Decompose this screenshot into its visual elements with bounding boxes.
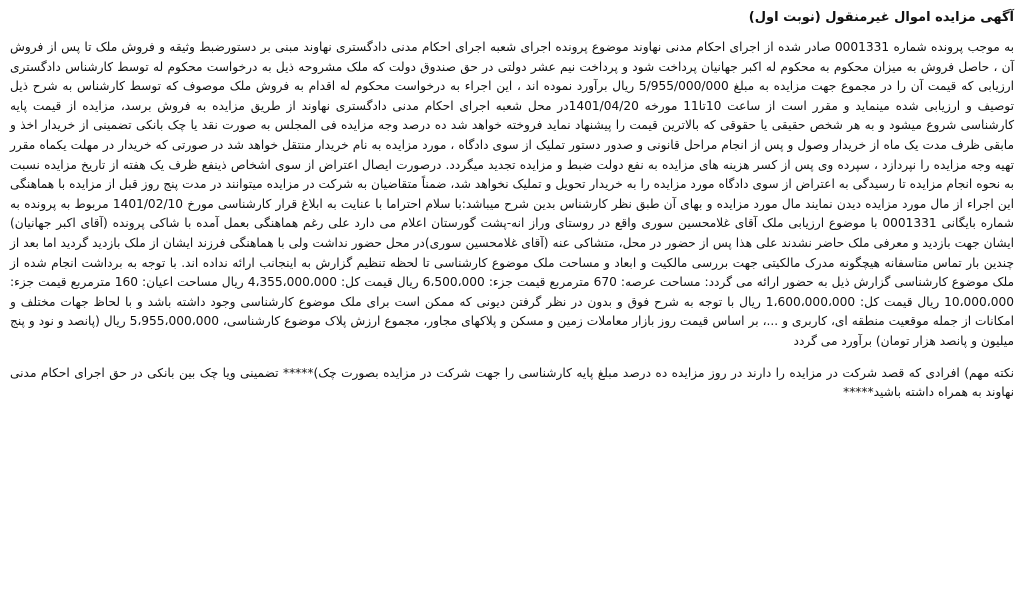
notice-important-note: نکته مهم) افرادی که قصد شرکت در مزایده را دارند در روز مزایده ده درصد مبلغ پایه کارشناسی را جهت شرکت در مزایده بصورت چک)***** تضمینی ویا چک بین بانکی در حق اجرای احکام مدنی نهاوند به همراه داشته باشید***** [10,365,1014,400]
notice-body: به موجب پرونده شماره 0001331 صادر شده از اجرای احکام مدنی نهاوند موضوع پرونده اجرای شعبه اجرای احکام مدنی دادگستری نهاوند مبنی بر دستورضبط وثیقه و فروش ملک تا پس از فروش آن ، حاصل فروش به میزان محکوم به محکوم له اکبر جهانیان پرداخت شود و پرداخت نیم عشر دولتی در حق صندوق دولت که ملک مشروحه ذیل به درخواست محکوم له توسط کارشناس دادگستری ارزیابی که قیمت آن را در مجموع جهت مزایده به مبلغ 5/955/000/000 ریال برآورد نموده اند ، این اجراء به درخواست محکوم له اقدام به فروش ملک موصوف که توسط کارشناس به شرح ذیل توصیف و ارزیابی شده مینماید و مقرر است از ساعت 10تا11 مورخه 1401/04/20در محل شعبه اجرای احکام مدنی دادگستری نهاوند از طریق مزایده به فروش برسد، مزایده از قیمت پایه کارشناسی شروع میشود و به هر شخص حقیقی یا حقوقی که بالاترین قیمت را پیشنهاد نماید فروخته خواهد شد ده درصد وجه مزایده فی المجلس به صورت نقد یا چک بانکی تضمینی از خریدار اخذ و مابقی ظرف مدت یک ماه از خریدار وصول و پس از انجام مراحل قانونی و صدور دستور تملیک از سوی دادگاه ، مورد مزایده به نام خریدار منتقل خواهد شد در صورتی که خریدار در مهلت یکماه مقرر تهیه وجه مزایده را نپردازد ، سپرده وی پس از کسر هزینه های مزایده به نفع دولت ضبط و مزایده تجدید میگردد. درصورت ایصال اعتراض از سوی اشخاص ذینفع ظرف یک هفته از تاریخ مزایده نسبت به نحوه انجام مزایده تا رسیدگی به اعتراض از سوی دادگاه مورد مزایده را به خریدار تحویل و تملیک نخواهد شد، ضمناً متقاضیان به شرکت در مزایده میتوانند در مدت پنج روز قبل از مزایده با هماهنگی این اجراء از مال مورد مزایده دیدن نمایند مال مورد مزایده و بهای آن طبق نظر کارشناس بدین شرح میباشد:با سلام احتراما با عنایت به ابلاغ قرار کارشناسی مورخ 1401/02/10 مربوط به پرونده به شماره بایگانی 0001331 با موضوع ارزیابی ملک آقای غلامحسین سوری واقع در روستای وراز انه-پشت گورستان اعلام می دارد علی رغم هماهنگی بعمل آمده با شاکی پرونده (آقای اکبر جهانیان) ایشان جهت بازدید و معرفی ملک حاضر نشدند علی هذا پس از حضور در محل، متشاکی عنه (آقای غلامحسین سوری)در محل حضور نداشت ولی با هماهنگی فرزند ایشان از ملک بازدید گردید اما بعد از چندین بار تماس متاسفانه هیچگونه مدرک مالکیتی جهت بررسی مالکیت و ابعاد و مساحت ملک موضوع کارشناسی تا لحظه تنظیم گزارش به اینجانب ارائه نداده اند. با توجه به برداشت انجام شده از ملک موضوع کارشناسی گزارش ذیل به حضور ارائه می گردد: مساحت عرصه: 670 مترمربع قیمت جزء: 6،500،000 ریال قیمت کل: 4،355،000،000 ریال مساحت اعیان: 160 مترمربع قیمت جزء: 10،000،000 ریال قیمت کل: 1،600،000،000 ریال با توجه به شرح فوق و بدون در نظر گرفتن دیونی که ممکن است برای ملک موضوع کارشناسی وجود داشته باشد و با لحاظ جهات مختلف و امکانات از جمله موقعیت منطقه ای، کاربری و ...، بر اساس قیمت روز بازار معاملات زمین و مسکن و پلاکهای مجاور، مجموع ارزش پلاک موضوع کارشناسی، 5،955،000،000 ریال (پانصد و نود و پنج میلیون و پانصد هزار تومان) برآورد می گردد [10,40,1015,348]
notice-title: آگهی مزایده اموال غیرمنقول (نوبت اول) [748,10,1014,25]
